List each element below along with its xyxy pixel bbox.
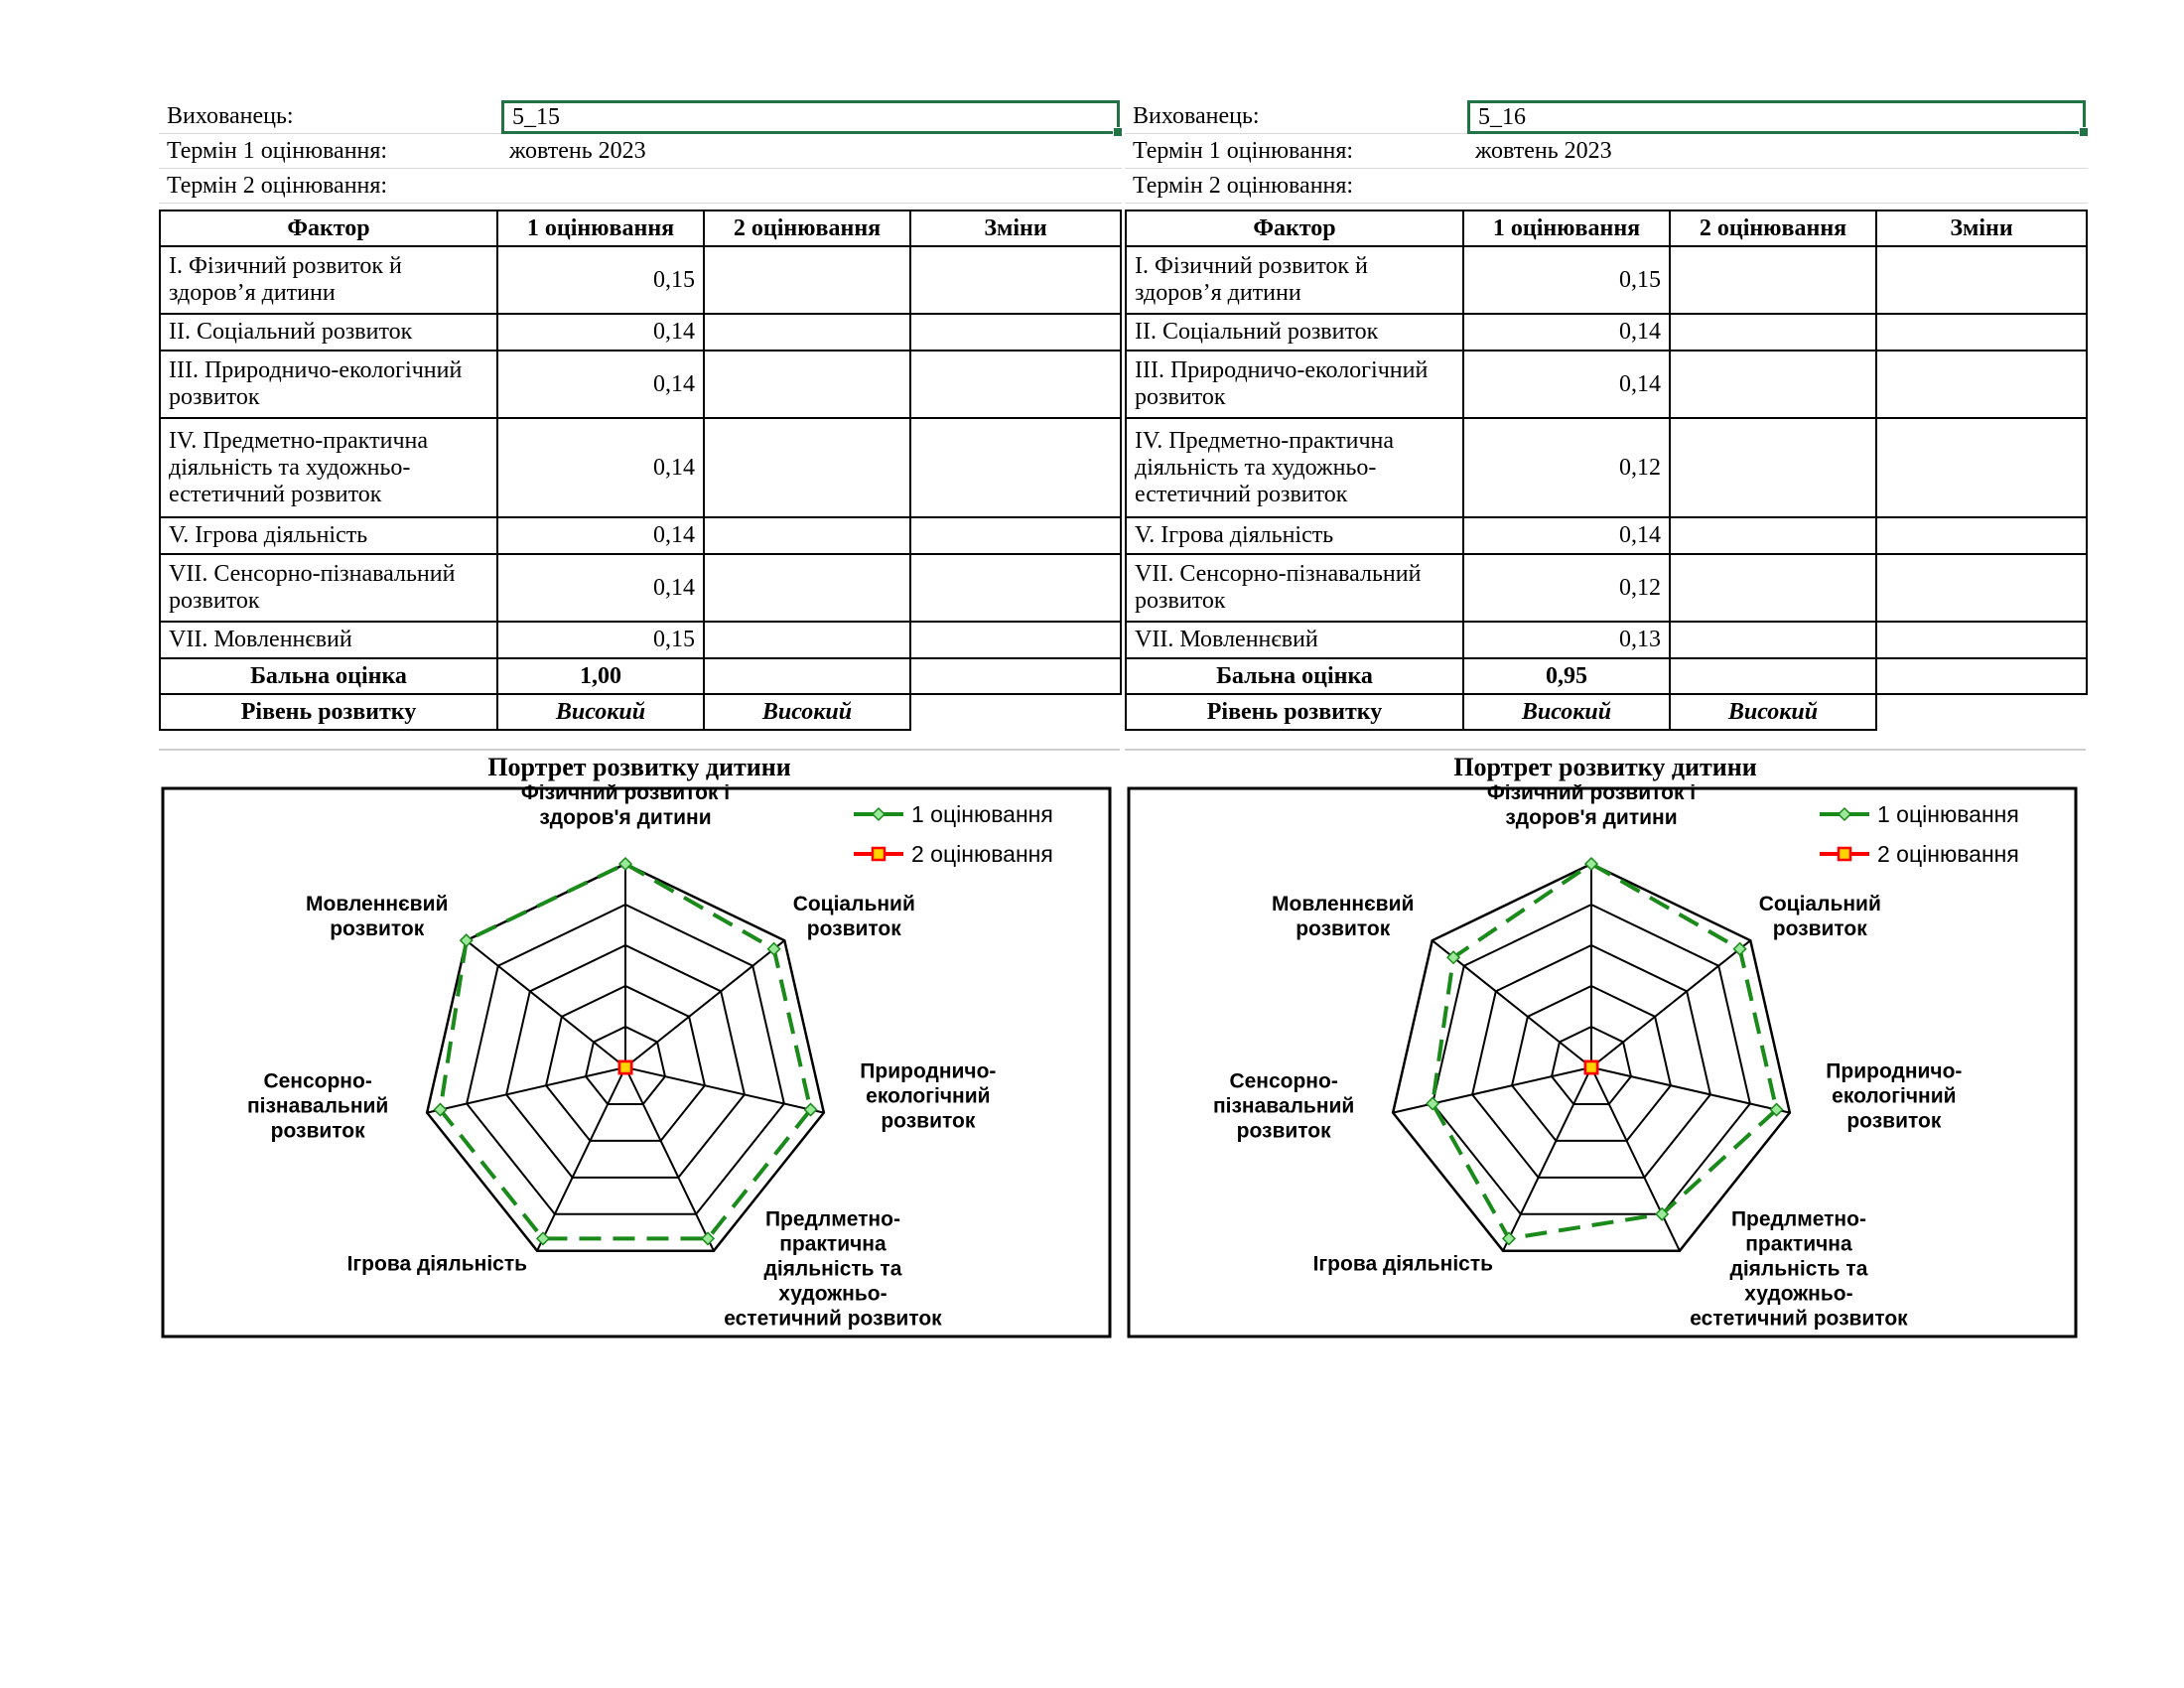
table-header-row bbox=[160, 211, 1121, 246]
radar-chart bbox=[159, 784, 1120, 1340]
radar-chart bbox=[1125, 784, 2086, 1340]
factor-name-cell[interactable]: І. Фізичний розвиток й здоров’я дитини bbox=[160, 246, 497, 314]
legend-marker bbox=[873, 848, 885, 860]
legend-label: 1 оцінювання bbox=[911, 801, 1053, 827]
category-label: Соціальний розвиток bbox=[1758, 893, 1881, 941]
level-row bbox=[160, 694, 1121, 730]
pupil-row bbox=[159, 99, 1122, 134]
category-label: Предлметно-практична діяльність та художньо-естетичний розвиток bbox=[1690, 1207, 1908, 1331]
table-row bbox=[1126, 314, 2087, 351]
eval1-cell[interactable]: 0,15 bbox=[497, 622, 704, 658]
changes-cell[interactable] bbox=[1876, 314, 2087, 351]
category-label: Соціальний розвиток bbox=[792, 893, 915, 941]
changes-cell[interactable] bbox=[1876, 554, 2087, 622]
level-row bbox=[1126, 694, 2087, 730]
term1-label: Термін 1 оцінювання: bbox=[1133, 138, 1354, 164]
col-eval1-header: 1 оцінювання bbox=[1463, 211, 1670, 246]
chart-title: Портрет розвитку дитини bbox=[159, 749, 1120, 784]
score-changes-cell[interactable] bbox=[910, 658, 1121, 694]
factor-name-cell[interactable]: V. Ігрова діяльність bbox=[160, 517, 497, 554]
category-label: Предлметно-практична діяльність та художньо-естетичний розвиток bbox=[724, 1207, 942, 1331]
table-row bbox=[160, 246, 1121, 314]
term2-label: Термін 2 оцінювання: bbox=[167, 173, 388, 199]
eval1-cell[interactable]: 0,12 bbox=[1463, 554, 1670, 622]
category-label: Сенсорно-пізнавальний розвиток bbox=[246, 1069, 389, 1143]
term1-cell[interactable]: жовтень 2023 bbox=[1475, 138, 1612, 164]
score-row bbox=[160, 658, 1121, 694]
score-label: Бальна оцінка bbox=[1126, 658, 1463, 694]
col-eval1-header: 1 оцінювання bbox=[497, 211, 704, 246]
eval2-cell[interactable] bbox=[704, 622, 910, 658]
category-label: Фізичний розвиток і здоров'я дитини bbox=[1486, 784, 1697, 829]
term1-row bbox=[1125, 134, 2088, 169]
eval2-cell[interactable] bbox=[1670, 517, 1876, 554]
table-row bbox=[160, 418, 1121, 517]
factor-name-cell[interactable]: VІІ. Сенсорно-пізнавальний розвиток bbox=[160, 554, 497, 622]
eval1-cell[interactable]: 0,14 bbox=[1463, 314, 1670, 351]
table-row bbox=[1126, 418, 2087, 517]
category-label: Ігрова діяльність bbox=[346, 1252, 528, 1276]
eval2-cell[interactable] bbox=[704, 554, 910, 622]
eval1-cell[interactable]: 0,14 bbox=[1463, 351, 1670, 418]
score-eval2-cell[interactable] bbox=[704, 658, 910, 694]
level-eval1-cell[interactable]: Високий bbox=[1463, 694, 1670, 730]
assessment-panel-1 bbox=[159, 99, 1122, 1340]
changes-cell[interactable] bbox=[910, 418, 1121, 517]
score-eval1-cell[interactable]: 1,00 bbox=[497, 658, 704, 694]
table-header-row bbox=[1126, 211, 2087, 246]
changes-cell[interactable] bbox=[910, 517, 1121, 554]
pupil-row bbox=[1125, 99, 2088, 134]
pupil-cell[interactable]: 5_15 bbox=[501, 100, 1120, 134]
table-row bbox=[160, 554, 1121, 622]
factor-name-cell[interactable]: VІІ. Мовленнєвий bbox=[1126, 622, 1463, 658]
eval1-cell[interactable]: 0,14 bbox=[497, 554, 704, 622]
radar-chart-container bbox=[159, 749, 1120, 1340]
chart-title: Портрет розвитку дитини bbox=[1125, 749, 2086, 784]
col-factor-header: Фактор bbox=[160, 211, 497, 246]
factors-table bbox=[159, 210, 1122, 731]
score-eval1-cell[interactable]: 0,95 bbox=[1463, 658, 1670, 694]
changes-cell[interactable] bbox=[1876, 418, 2087, 517]
factor-name-cell[interactable]: IV. Предметно-практична діяльність та художньо-естетичний розвиток bbox=[1126, 418, 1463, 517]
changes-cell[interactable] bbox=[1876, 517, 2087, 554]
score-changes-cell[interactable] bbox=[1876, 658, 2087, 694]
factor-name-cell[interactable]: І. Фізичний розвиток й здоров’я дитини bbox=[1126, 246, 1463, 314]
category-label: Мовленнєвий розвиток bbox=[1272, 893, 1415, 941]
legend-label: 2 оцінювання bbox=[1877, 841, 2019, 867]
eval2-cell[interactable] bbox=[1670, 554, 1876, 622]
category-label: Сенсорно-пізнавальний розвиток bbox=[1212, 1069, 1355, 1143]
eval2-cell[interactable] bbox=[1670, 351, 1876, 418]
table-row bbox=[1126, 622, 2087, 658]
changes-cell[interactable] bbox=[910, 246, 1121, 314]
term1-row bbox=[159, 134, 1122, 169]
col-eval2-header: 2 оцінювання bbox=[1670, 211, 1876, 246]
level-label: Рівень розвитку bbox=[160, 694, 497, 730]
score-row bbox=[1126, 658, 2087, 694]
data-point bbox=[1585, 1061, 1597, 1073]
eval2-cell[interactable] bbox=[704, 314, 910, 351]
legend-label: 1 оцінювання bbox=[1877, 801, 2019, 827]
table-row bbox=[160, 314, 1121, 351]
category-label: Мовленнєвий розвиток bbox=[306, 893, 449, 941]
eval2-cell[interactable] bbox=[704, 418, 910, 517]
score-label: Бальна оцінка bbox=[160, 658, 497, 694]
category-label: Ігрова діяльність bbox=[1312, 1252, 1494, 1276]
eval2-cell[interactable] bbox=[1670, 246, 1876, 314]
eval1-cell[interactable]: 0,14 bbox=[497, 517, 704, 554]
table-row bbox=[1126, 554, 2087, 622]
pupil-cell[interactable]: 5_16 bbox=[1467, 100, 2086, 134]
factor-name-cell[interactable]: IV. Предметно-практична діяльність та художньо-естетичний розвиток bbox=[160, 418, 497, 517]
table-row bbox=[1126, 246, 2087, 314]
level-eval2-cell[interactable]: Високий bbox=[1670, 694, 1876, 730]
term1-cell[interactable]: жовтень 2023 bbox=[509, 138, 646, 164]
table-row bbox=[160, 622, 1121, 658]
eval1-cell[interactable]: 0,14 bbox=[497, 314, 704, 351]
eval2-cell[interactable] bbox=[1670, 622, 1876, 658]
pupil-label: Вихованець: bbox=[167, 103, 294, 129]
table-row bbox=[1126, 351, 2087, 418]
table-row bbox=[160, 517, 1121, 554]
level-eval2-cell[interactable]: Високий bbox=[704, 694, 910, 730]
assessment-panel-2 bbox=[1125, 99, 2088, 1340]
changes-cell[interactable] bbox=[910, 351, 1121, 418]
factor-name-cell[interactable]: VІІ. Мовленнєвий bbox=[160, 622, 497, 658]
level-changes-cell bbox=[1876, 694, 2087, 730]
eval2-cell[interactable] bbox=[704, 351, 910, 418]
changes-cell[interactable] bbox=[910, 314, 1121, 351]
data-point bbox=[619, 1061, 631, 1073]
term2-row bbox=[1125, 169, 2088, 204]
factor-name-cell[interactable]: ІІІ. Природничо-екологічний розвиток bbox=[160, 351, 497, 418]
term2-row bbox=[159, 169, 1122, 204]
factor-name-cell[interactable]: ІІ. Соціальний розвиток bbox=[160, 314, 497, 351]
changes-cell[interactable] bbox=[910, 622, 1121, 658]
factor-name-cell[interactable]: ІІІ. Природничо-екологічний розвиток bbox=[1126, 351, 1463, 418]
score-eval2-cell[interactable] bbox=[1670, 658, 1876, 694]
pupil-label: Вихованець: bbox=[1133, 103, 1260, 129]
radar-chart-container bbox=[1125, 749, 2086, 1340]
level-label: Рівень розвитку bbox=[1126, 694, 1463, 730]
col-changes-header: Зміни bbox=[1876, 211, 2087, 246]
level-eval1-cell[interactable]: Високий bbox=[497, 694, 704, 730]
eval2-cell[interactable] bbox=[1670, 418, 1876, 517]
col-changes-header: Зміни bbox=[910, 211, 1121, 246]
eval1-cell[interactable]: 0,13 bbox=[1463, 622, 1670, 658]
changes-cell[interactable] bbox=[1876, 351, 2087, 418]
legend-label: 2 оцінювання bbox=[911, 841, 1053, 867]
changes-cell[interactable] bbox=[1876, 246, 2087, 314]
table-row bbox=[1126, 517, 2087, 554]
eval2-cell[interactable] bbox=[1670, 314, 1876, 351]
category-label: Природничо-екологічний розвиток bbox=[860, 1059, 997, 1133]
changes-cell[interactable] bbox=[1876, 622, 2087, 658]
col-factor-header: Фактор bbox=[1126, 211, 1463, 246]
factors-table bbox=[1125, 210, 2088, 731]
category-label: Фізичний розвиток і здоров'я дитини bbox=[520, 784, 731, 829]
eval2-cell[interactable] bbox=[704, 246, 910, 314]
eval1-cell[interactable]: 0,15 bbox=[497, 246, 704, 314]
factor-name-cell[interactable]: VІІ. Сенсорно-пізнавальний розвиток bbox=[1126, 554, 1463, 622]
eval1-cell[interactable]: 0,12 bbox=[1463, 418, 1670, 517]
eval1-cell[interactable]: 0,14 bbox=[497, 418, 704, 517]
legend-marker bbox=[1839, 848, 1850, 860]
term2-label: Термін 2 оцінювання: bbox=[1133, 173, 1354, 199]
eval2-cell[interactable] bbox=[704, 517, 910, 554]
category-label: Природничо-екологічний розвиток bbox=[1826, 1059, 1963, 1133]
level-changes-cell bbox=[910, 694, 1121, 730]
eval1-cell[interactable]: 0,14 bbox=[497, 351, 704, 418]
factor-name-cell[interactable]: ІІ. Соціальний розвиток bbox=[1126, 314, 1463, 351]
eval1-cell[interactable]: 0,15 bbox=[1463, 246, 1670, 314]
factor-name-cell[interactable]: V. Ігрова діяльність bbox=[1126, 517, 1463, 554]
term1-label: Термін 1 оцінювання: bbox=[167, 138, 388, 164]
col-eval2-header: 2 оцінювання bbox=[704, 211, 910, 246]
table-row bbox=[160, 351, 1121, 418]
eval1-cell[interactable]: 0,14 bbox=[1463, 517, 1670, 554]
changes-cell[interactable] bbox=[910, 554, 1121, 622]
